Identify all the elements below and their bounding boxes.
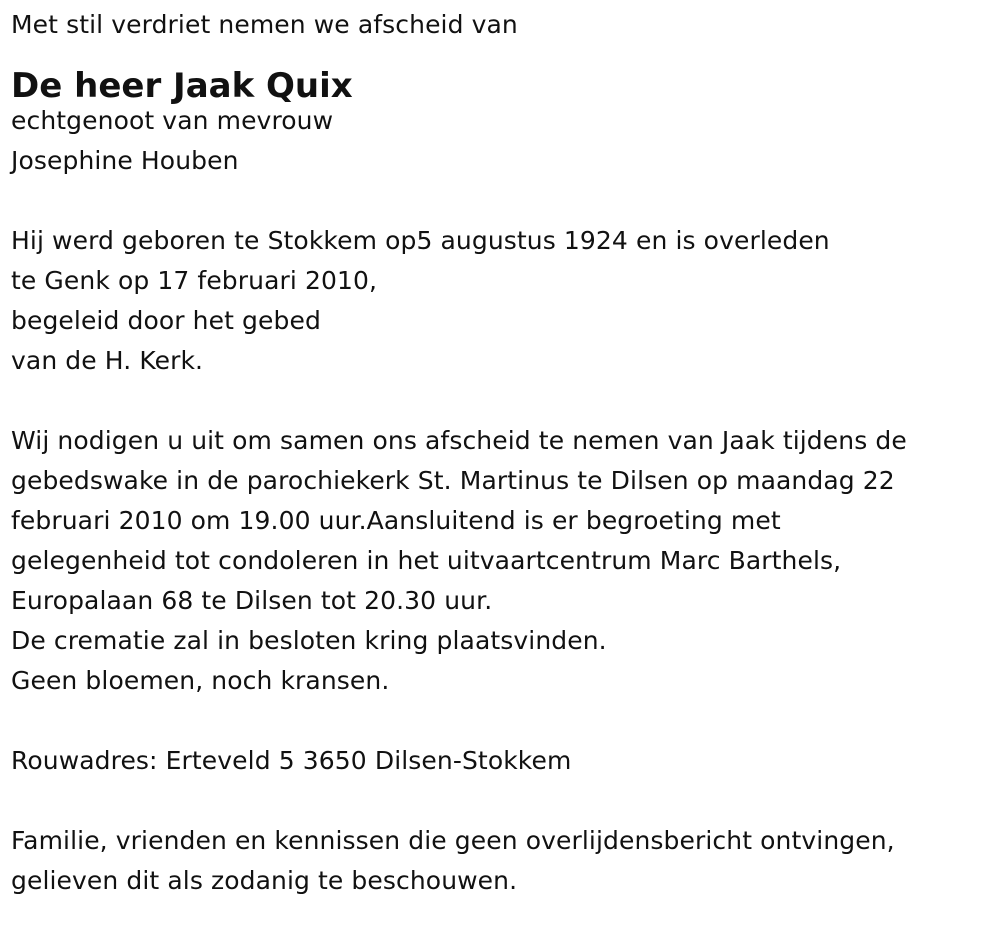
closing-section — [11, 821, 991, 901]
deceased-name: De heer Jaak Quix — [11, 66, 353, 106]
spacer — [11, 181, 991, 221]
spouse-line: Josephine Houben — [11, 146, 239, 175]
life-line: van de H. Kerk. — [11, 346, 204, 375]
death-notice — [11, 0, 991, 901]
ceremony-line: Europalaan 68 te Dilsen tot 20.30 uur. — [11, 586, 493, 615]
closing-line: Familie, vrienden en kennissen die geen overlijdensbericht ontvingen, — [11, 826, 895, 855]
ceremony-line: De crematie zal in besloten kring plaatsvinden. — [11, 626, 607, 655]
spouse-line: echtgenoot van mevrouw — [11, 106, 334, 135]
ceremony-line: Wij nodigen u uit om samen ons afscheid te nemen van Jaak tijdens de — [11, 426, 907, 455]
spouse-section — [11, 101, 991, 181]
life-line: te Genk op 17 februari 2010, — [11, 266, 378, 295]
ceremony-line: gebedswake in de parochiekerk St. Martinus te Dilsen op maandag 22 — [11, 466, 895, 495]
intro-line: Met stil verdriet nemen we afscheid van — [11, 10, 518, 39]
ceremony-line: februari 2010 om 19.00 uur.Aansluitend is er begroeting met — [11, 506, 781, 535]
life-line: Hij werd geboren te Stokkem op5 augustus 1924 en is overleden — [11, 226, 830, 255]
life-line: begeleid door het gebed — [11, 306, 321, 335]
ceremony-line: Geen bloemen, noch kransen. — [11, 666, 390, 695]
spacer — [11, 381, 991, 421]
life-section — [11, 221, 991, 381]
spacer — [11, 781, 991, 821]
closing-line: gelieven dit als zodanig te beschouwen. — [11, 866, 518, 895]
spacer — [11, 701, 991, 741]
ceremony-section — [11, 421, 991, 701]
address-line: Rouwadres: Erteveld 5 3650 Dilsen-Stokkem — [11, 746, 572, 775]
ceremony-line: gelegenheid tot condoleren in het uitvaartcentrum Marc Barthels, — [11, 546, 842, 575]
